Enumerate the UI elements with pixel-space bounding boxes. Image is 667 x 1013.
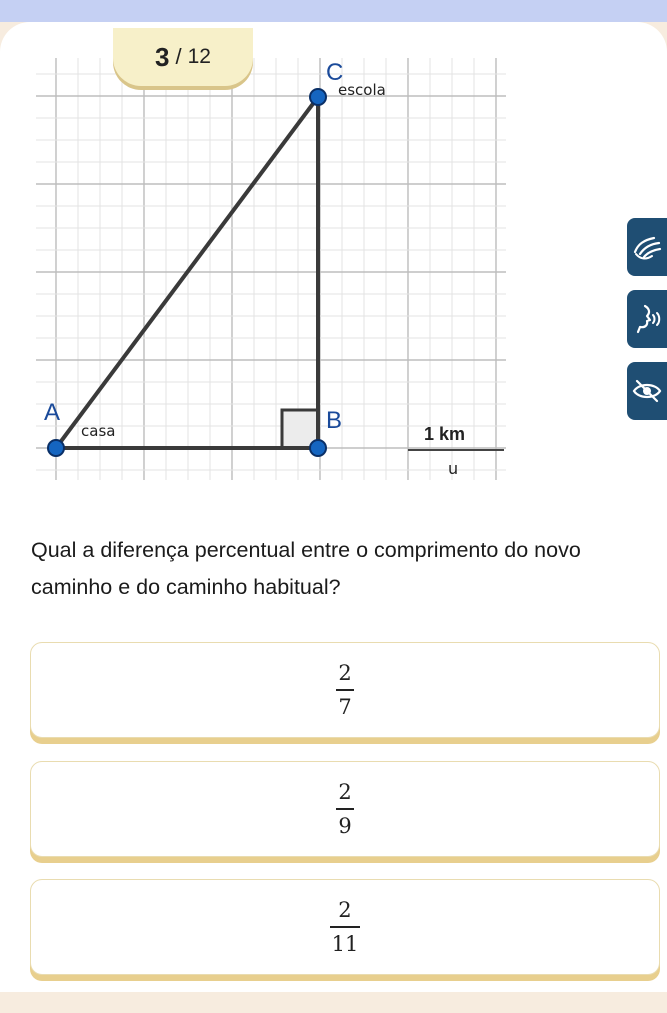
point-c xyxy=(310,89,326,105)
fraction xyxy=(330,897,361,957)
visibility-button[interactable] xyxy=(627,362,667,420)
fraction-denominator: 7 xyxy=(338,694,352,719)
question-text: Qual a diferença percentual entre o comprimento do novo caminho e do caminho habitual? xyxy=(31,538,581,599)
fraction-bar xyxy=(330,926,361,928)
point-c-caption: escola xyxy=(338,81,386,99)
sign-language-button[interactable] xyxy=(627,218,667,276)
point-a-caption: casa xyxy=(81,422,116,440)
scale-unit: u xyxy=(448,459,459,478)
answer-option-1[interactable] xyxy=(30,642,660,738)
grid xyxy=(36,58,506,480)
fraction-denominator: 9 xyxy=(338,813,352,838)
progress-current: 3 xyxy=(155,41,170,72)
fraction xyxy=(336,660,353,720)
triangle-figure xyxy=(36,40,516,495)
fraction xyxy=(336,779,353,839)
fraction-numerator: 2 xyxy=(338,898,352,923)
answer-option-3[interactable] xyxy=(30,879,660,975)
point-a xyxy=(48,440,64,456)
fraction-bar xyxy=(336,689,353,691)
fraction-bar xyxy=(336,808,353,810)
scale-label: 1 km xyxy=(424,424,466,444)
bottom-band xyxy=(0,992,667,1013)
point-b-letter: B xyxy=(326,407,343,434)
progress-indicator xyxy=(113,28,253,86)
speech-button[interactable] xyxy=(627,290,667,348)
answer-option-2[interactable] xyxy=(30,761,660,857)
fraction-numerator: 2 xyxy=(338,780,352,805)
speech-icon xyxy=(632,303,662,335)
point-a-letter: A xyxy=(44,399,61,426)
point-b xyxy=(310,440,326,456)
progress-separator: / xyxy=(175,44,182,69)
sign-language-icon xyxy=(632,232,662,262)
point-c-letter: C xyxy=(326,59,344,86)
fraction-denominator: 11 xyxy=(331,931,359,956)
visibility-icon xyxy=(632,379,662,403)
top-band xyxy=(0,0,667,22)
progress-total: 12 xyxy=(187,45,211,68)
fraction-numerator: 2 xyxy=(338,661,352,686)
